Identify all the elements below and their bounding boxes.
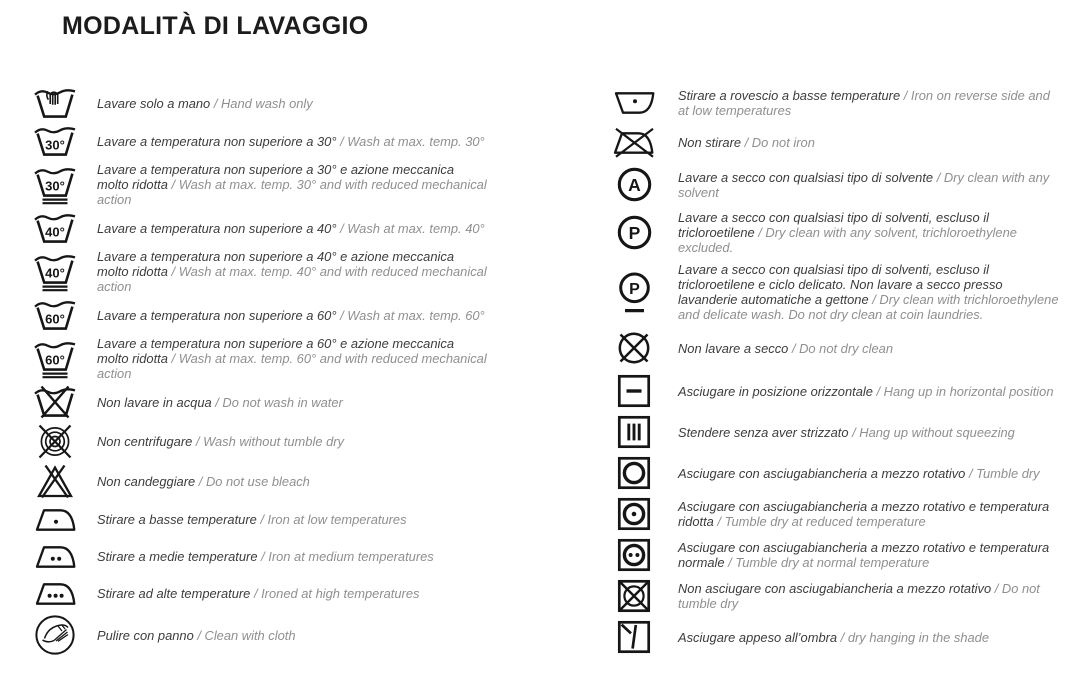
dry-in-shade-icon: [610, 620, 658, 654]
wash-30-reduced-icon: [31, 165, 79, 205]
care-symbol-label: [97, 162, 489, 207]
care-symbol-row: [610, 166, 1062, 203]
label-italian: Lavare a temperatura non superiore a 30°: [97, 133, 337, 149]
care-symbol-row: [610, 210, 1062, 255]
svg-text:40°: 40°: [45, 265, 65, 280]
care-symbol-label: [678, 88, 1062, 118]
iron-reverse-icon: [610, 88, 658, 118]
wash-40-reduced-icon: [31, 252, 79, 292]
label-english: / Do not tumble dry: [678, 581, 1040, 611]
care-symbol-row: [31, 423, 489, 460]
label-english: / Do not dry clean: [791, 340, 893, 356]
care-symbol-label: [97, 434, 489, 449]
label-italian: Asciugare con asciugabiancheria a mezzo rotativo: [678, 465, 966, 481]
label-italian: Lavare a secco con qualsiasi tipo di solventi, escluso il tricloroetilene e ciclo delicato. Non lavare a secco presso lavanderie automatiche a gettone: [678, 262, 1003, 307]
svg-text:P: P: [628, 280, 640, 298]
care-symbol-label: [678, 341, 1062, 356]
label-english: / Wash at max. temp. 30°: [340, 133, 485, 149]
care-symbol-label: [678, 540, 1062, 570]
care-symbol-row: [31, 540, 489, 573]
care-symbol-label: [97, 308, 489, 323]
label-english: / Dry clean with any solvent, trichloroethylene excluded.: [678, 225, 1017, 255]
care-symbol-row: [610, 126, 1062, 159]
care-symbol-label: [678, 581, 1062, 611]
label-english: / Dry clean with any solvent: [678, 169, 1050, 200]
label-english: / Iron at medium temperatures: [261, 549, 434, 564]
label-italian: Stirare a medie temperature: [97, 549, 258, 564]
care-symbol-row: [31, 336, 489, 381]
label-italian: Non centrifugare: [97, 434, 193, 449]
care-symbol-row: [31, 211, 489, 245]
care-symbol-label: [97, 134, 489, 149]
no-dry-clean-icon: [610, 329, 658, 367]
care-symbol-row: [610, 456, 1062, 490]
care-symbol-label: [678, 262, 1062, 322]
care-symbol-row: [610, 262, 1062, 322]
care-symbol-row: [31, 385, 489, 419]
label-english: / Wash at max. temp. 30° and with reduced mechanical action: [97, 177, 487, 207]
label-italian: Lavare a temperatura non superiore a 40°: [97, 220, 337, 236]
tumble-dry-normal-icon: [610, 538, 658, 572]
no-iron-icon: [610, 128, 658, 158]
care-symbol-row: [31, 124, 489, 158]
dry-clean-p-icon: [610, 214, 658, 251]
label-english: / Clean with cloth: [197, 627, 296, 643]
column-right: [610, 86, 1062, 661]
care-symbol-label: [678, 384, 1062, 399]
care-symbol-row: [31, 86, 489, 120]
iron-medium-temp-icon: [31, 542, 79, 572]
label-english: / Tumble dry: [968, 465, 1040, 481]
no-tumble-dry-icon: [610, 579, 658, 613]
care-symbol-row: [31, 503, 489, 536]
label-english: / Dry clean with trichloroethylene and delicate wash. Do not dry clean at coin laundries.: [678, 292, 1059, 322]
drip-dry-icon: [610, 415, 658, 449]
label-italian: Non stirare: [678, 135, 742, 150]
care-symbol-row: [31, 577, 489, 610]
no-spin-icon: [31, 423, 79, 460]
label-english: / Wash at max. temp. 60° and with reduced mechanical action: [97, 351, 487, 381]
care-symbol-row: [31, 162, 489, 207]
no-wash-icon: [31, 385, 79, 419]
svg-text:60°: 60°: [45, 311, 65, 327]
care-symbol-row: [31, 298, 489, 332]
iron-high-temp-icon: [31, 579, 79, 609]
label-italian: Lavare a temperatura non superiore a 60° e azione meccanica molto ridotta: [97, 336, 454, 366]
svg-text:A: A: [627, 175, 641, 195]
label-italian: Lavare a temperatura non superiore a 30° e azione meccanica molto ridotta: [97, 162, 454, 192]
label-italian: Non candeggiare: [97, 474, 196, 489]
care-symbol-label: [678, 425, 1062, 440]
care-symbol-row: [610, 579, 1062, 613]
care-symbol-label: [97, 628, 489, 643]
dry-clean-p-delicate-icon: [610, 272, 658, 313]
care-symbol-label: [97, 96, 489, 111]
care-symbol-label: [97, 249, 489, 294]
care-symbol-row: [31, 464, 489, 499]
svg-text:30°: 30°: [45, 137, 65, 153]
wash-30-icon: [31, 124, 79, 158]
care-symbol-row: [31, 614, 489, 656]
label-english: / Iron at low temperatures: [260, 512, 407, 527]
label-english: / Wash at max. temp. 40°: [340, 220, 485, 236]
label-italian: Stirare a basse temperature: [97, 512, 257, 527]
wash-60-icon: [31, 298, 79, 332]
care-symbol-label: [97, 221, 489, 236]
label-english: / Hang up without squeezing: [852, 424, 1015, 440]
care-symbol-label: [97, 549, 489, 564]
label-italian: Lavare a secco con qualsiasi tipo di solventi, escluso il tricloroetilene: [678, 210, 989, 240]
care-symbol-label: [97, 586, 489, 601]
label-english: / Iron on reverse side and at low temperatures: [678, 87, 1050, 118]
label-italian: Asciugare appeso all’ombra: [678, 629, 838, 645]
care-symbol-label: [678, 210, 1062, 255]
no-bleach-icon: [31, 464, 79, 499]
care-symbol-row: [610, 497, 1062, 531]
care-symbol-label: [678, 170, 1062, 200]
care-symbol-label: [678, 630, 1062, 645]
label-english: / Hand wash only: [213, 95, 313, 111]
care-symbol-label: [97, 336, 489, 381]
label-english: / Tumble dry at normal temperature: [728, 555, 930, 570]
label-english: / dry hanging in the shade: [840, 629, 990, 645]
wash-40-icon: [31, 211, 79, 245]
care-symbol-label: [678, 466, 1062, 481]
care-symbol-label: [97, 512, 489, 527]
label-english: / Do not use bleach: [198, 474, 310, 489]
page-title: MODALITÀ DI LAVAGGIO: [62, 12, 369, 40]
label-italian: Lavare a temperatura non superiore a 60°: [97, 307, 337, 323]
label-english: / Do not iron: [744, 135, 815, 150]
label-italian: Lavare a temperatura non superiore a 40° e azione meccanica molto ridotta: [97, 249, 454, 279]
care-symbol-label: [97, 395, 489, 410]
label-italian: Asciugare in posizione orizzontale: [678, 383, 873, 399]
dry-clean-any-solvent-icon: [610, 166, 658, 203]
care-symbol-label: [678, 135, 1062, 150]
dry-flat-icon: [610, 374, 658, 408]
label-italian: Non asciugare con asciugabiancheria a mezzo rotativo: [678, 581, 992, 596]
label-italian: Asciugare con asciugabiancheria a mezzo rotativo e temperatura normale: [678, 540, 1050, 570]
label-english: / Ironed at high temperatures: [253, 586, 420, 601]
care-symbol-row: [610, 374, 1062, 408]
svg-text:30°: 30°: [45, 178, 65, 193]
care-symbol-row: [610, 538, 1062, 572]
label-english: / Wash at max. temp. 40° and with reduced mechanical action: [97, 264, 487, 294]
label-italian: Non lavare a secco: [678, 340, 789, 356]
label-italian: Pulire con panno: [97, 627, 194, 643]
care-symbol-row: [31, 249, 489, 294]
label-italian: Lavare a secco con qualsiasi tipo di solvente: [678, 169, 934, 185]
care-symbol-row: [610, 86, 1062, 119]
label-english: / Do not wash in water: [215, 394, 343, 410]
label-italian: Asciugare con asciugabiancheria a mezzo rotativo e temperatura ridotta: [678, 499, 1050, 529]
label-italian: Stendere senza aver strizzato: [678, 424, 849, 440]
wash-60-reduced-icon: [31, 339, 79, 379]
column-left: [31, 86, 489, 660]
hand-wash-icon: [31, 86, 79, 120]
svg-text:40°: 40°: [45, 224, 65, 240]
care-symbol-row: [610, 620, 1062, 654]
care-symbol-label: [97, 474, 489, 489]
care-symbol-label: [678, 499, 1062, 529]
label-italian: Stirare ad alte temperature: [97, 586, 251, 601]
tumble-dry-reduced-icon: [610, 497, 658, 531]
label-italian: Lavare solo a mano: [97, 95, 211, 111]
label-english: / Wash without tumble dry: [195, 434, 344, 449]
svg-text:60°: 60°: [45, 352, 65, 367]
clean-with-cloth-icon: [31, 614, 79, 656]
iron-low-temp-icon: [31, 505, 79, 535]
label-english: / Wash at max. temp. 60°: [340, 307, 485, 323]
svg-text:P: P: [628, 223, 640, 243]
care-symbol-row: [610, 329, 1062, 367]
care-symbol-row: [610, 415, 1062, 449]
tumble-dry-icon: [610, 456, 658, 490]
label-italian: Stirare a rovescio a basse temperature: [678, 87, 901, 103]
label-english: / Hang up in horizontal position: [876, 383, 1054, 399]
label-italian: Non lavare in acqua: [97, 394, 212, 410]
label-english: / Tumble dry at reduced temperature: [717, 514, 926, 529]
